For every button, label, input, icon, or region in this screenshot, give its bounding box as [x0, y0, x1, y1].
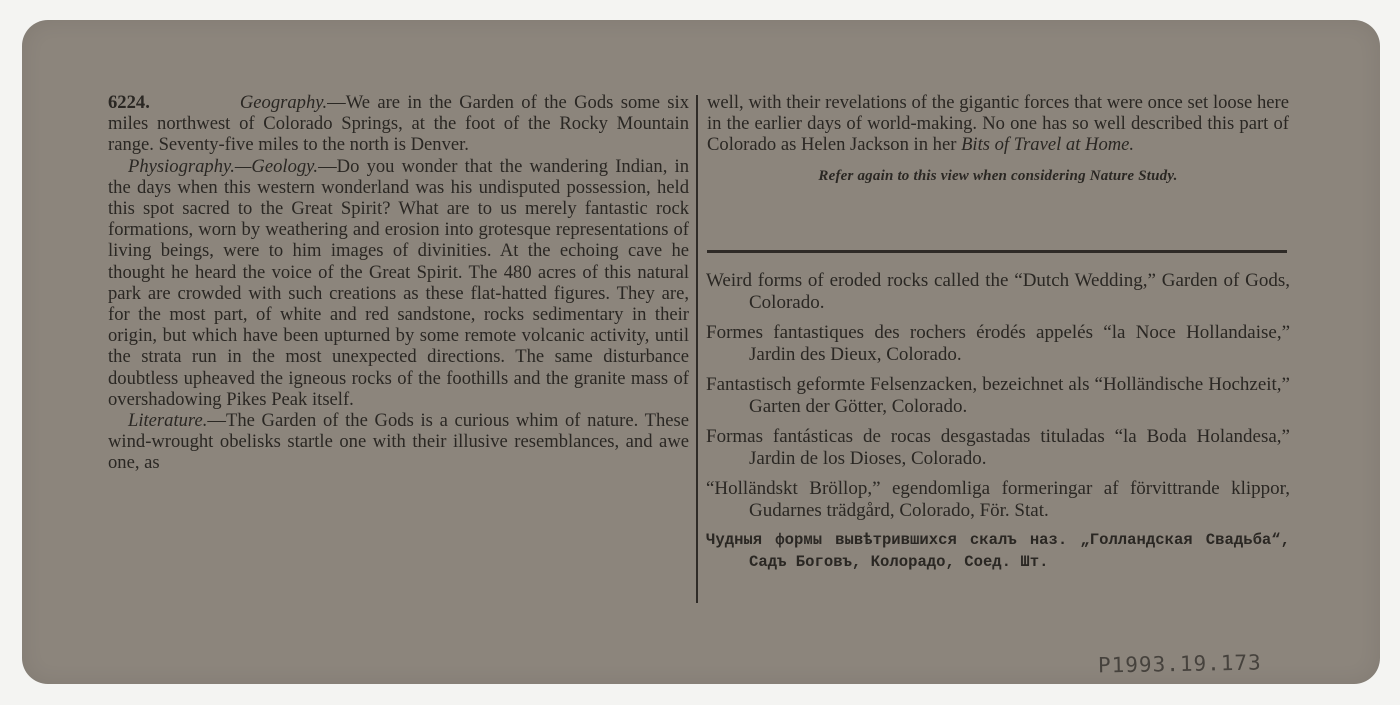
geography-heading: Geography. [239, 92, 328, 113]
literature-text: —The Garden of the Gods is a curious whim of nature. These wind-wrought obelisks startle one with their illusive resemblances, and awe one, as [108, 410, 689, 474]
physiography-text: —Do you wonder that the wandering Indian, in the days when this western wonderland was his undisputed possession, held this spot sacred to the Great Spirit? What are to us merely fantastic rock formations, worn by weathering and erosion into grotesque representations of living beings, were to him images of divinities. At the echoing cave he thought he heard the voice of the Great Spirit. The 480 acres of this natural park are crowded with such creations as these flat-hatted figures. They are, for the most part, of white and red sandstone, rocks sedimentary in their origin, but which have been upturned by some remote volcanic activity, until the strata run in the most unexpected directions. The same disturbance doubtless upheaved the igneous rocks of the foothills and the granite mass of overshadowing Pikes Peak itself. [108, 155, 689, 410]
caption-swedish: “Holländskt Bröllop,” egendomliga formeringar af förvittrande klippor, Gudarnes trädgård, Colorado, För. Stat. [706, 478, 1290, 521]
caption-russian: Чудныя формы вывѣтрившихся скалъ наз. „Голландская Свадьба“, Садъ Боговъ, Колорадо, Соед. Шт. [706, 531, 1290, 571]
physiography-heading: Physiography.—Geology. [128, 155, 319, 177]
geography-text: —We are in the Garden of the Gods some six miles northwest of Colorado Springs, at the foot of the Rocky Mountain range. Seventy-five miles to the north is Denver. [108, 92, 689, 156]
continuation-text: well, with their revelations of the gigantic forces that were once set loose here in the earlier days of world-making. No one has so well described this part of Colorado as Helen Jackson in her [707, 92, 1289, 156]
right-text-column [707, 92, 1289, 187]
caption-english: Weird forms of eroded rocks called the “Dutch Wedding,” Garden of Gods, Colorado. [706, 270, 1290, 313]
literature-paragraph [108, 410, 689, 474]
physiography-paragraph [108, 156, 689, 410]
column-divider [696, 95, 698, 603]
view-number: 6224. [108, 92, 150, 113]
literature-continuation [707, 92, 1289, 156]
book-title: Bits of Travel at Home. [961, 134, 1135, 156]
left-text-column [108, 92, 689, 474]
caption-french: Formes fantastiques des rochers érodés appelés “la Noce Hollandaise,” Jardin des Dieux, Colorado. [706, 322, 1290, 365]
accession-number: P1993.19.173 [1097, 650, 1262, 678]
caption-german: Fantastisch geformte Felsenzacken, bezeichnet als “Holländische Hochzeit,” Garten der Götter, Colorado. [706, 374, 1290, 417]
geography-paragraph [108, 92, 689, 156]
multilingual-captions [706, 270, 1290, 582]
caption-spanish: Formas fantásticas de rocas desgastadas tituladas “la Boda Holandesa,” Jardin de los Dioses, Colorado. [706, 426, 1290, 469]
refer-note: Refer again to this view when considering Nature Study. [818, 167, 1178, 184]
horizontal-rule [707, 250, 1287, 253]
literature-heading: Literature. [128, 410, 208, 432]
